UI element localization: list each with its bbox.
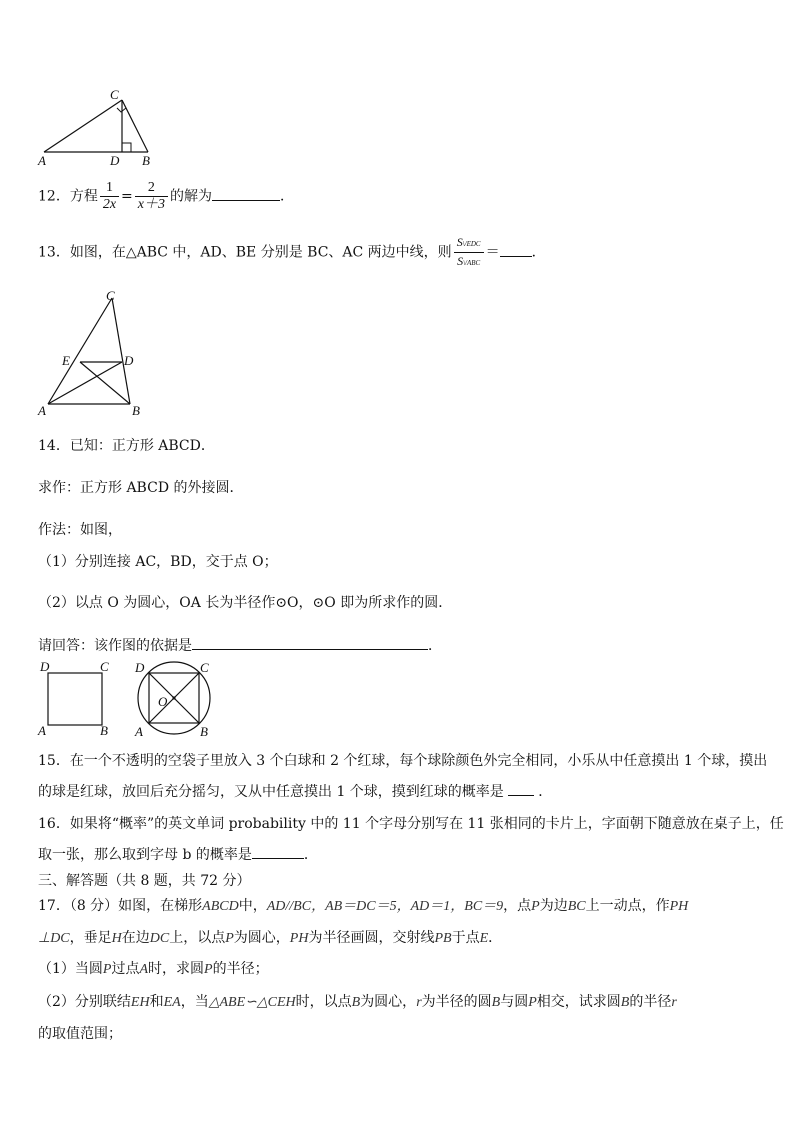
question-13: 13．如图，在△ABC 中，AD、BE 分别是 BC、AC 两边中线，则 $\frac{\text{S\textbackslash{}/EDC}}{\text{S\textbackslash{}/ABC}}$ ＝ ．	[38, 234, 546, 271]
q12-eq: =	[121, 188, 133, 205]
label-o: O	[158, 694, 168, 709]
q13-num: S\/EDC	[454, 234, 484, 253]
label-b: B	[142, 153, 150, 168]
question-12: 12．方程 $\frac{1}{2x}$ = $\frac{2}{x+3}$ 的解为 ．	[38, 180, 294, 212]
q17-line2: ⊥DC，垂足H在边DC上，以点P为圆心，PH为半径画圆，交射线PB于点E．	[38, 930, 503, 946]
q14-line6: 请回答：该作图的依据是 ．	[38, 638, 442, 654]
label-a: A	[38, 153, 46, 168]
q13-answer-blank[interactable]	[500, 244, 532, 257]
q12-lhs-den: 2x	[102, 197, 117, 212]
q13-eq: ＝	[485, 244, 500, 261]
q15-line1: 15．在一个不透明的空袋子里放入 3 个白球和 2 个红球，每个球除颜色外完全相同，小乐从中任意摸出 1 个球，摸出	[38, 753, 768, 769]
q15-line2: 的球是红球，放回后充分摇匀，又从中任意摸出 1 个球，摸到红球的概率是 ．	[38, 784, 553, 800]
q17-part2-cont: 的取值范围；	[38, 1026, 122, 1042]
q14-line5: （2）以点 O 为圆心，OA 长为半径作⊙O，⊙O 即为所求作的圆．	[38, 595, 453, 611]
q14-line3: 作法：如图，	[38, 522, 122, 538]
label-b: B	[132, 403, 140, 418]
q12-rhs-den: x＋3	[137, 197, 165, 212]
label-a: A	[38, 723, 46, 738]
q14-answer-blank[interactable]	[192, 637, 428, 650]
label-a: A	[135, 724, 143, 739]
q13-fraction	[454, 234, 484, 271]
q12-rhs-fraction	[135, 180, 168, 213]
q13-text: 13．如图，在△ABC 中，AD、BE 分别是 BC、AC 两边中线，则	[38, 244, 452, 261]
label-c: C	[200, 660, 209, 675]
q14-line4: （1）分别连接 AC，BD，交于点 O；	[38, 554, 278, 570]
q12-rhs-num: 2	[135, 180, 168, 197]
label-a: A	[38, 403, 46, 418]
q12-lhs-fraction	[100, 180, 119, 213]
q12-suffix: 的解为	[170, 188, 212, 205]
label-d: D	[40, 659, 50, 674]
q16-answer-blank[interactable]	[252, 846, 304, 859]
label-d: D	[135, 660, 145, 675]
q16-line1: 16．如果将“概率”的英文单词 probability 中的 11 个字母分别写在 11 张相同的卡片上，字面朝下随意放在桌子上，任	[38, 816, 784, 832]
label-b: B	[200, 724, 208, 739]
q12-prefix: 12．方程	[38, 188, 98, 205]
label-d: D	[124, 353, 134, 368]
q13-den: S\/ABC	[457, 254, 481, 268]
section-3-heading: 三、解答题（共 8 题，共 72 分）	[38, 873, 251, 889]
q17-part1: （1）当圆P过点A时，求圆P的半径；	[38, 961, 269, 977]
label-b: B	[100, 723, 108, 738]
label-c: C	[110, 87, 119, 102]
label-c: C	[106, 288, 115, 303]
label-e: E	[62, 353, 70, 368]
label-c: C	[100, 659, 109, 674]
figure-triangle-medians	[36, 288, 148, 418]
q16-line2: 取一张，那么取到字母 b 的概率是 ．	[38, 847, 318, 863]
q15-answer-blank[interactable]	[508, 783, 534, 796]
q14-line1: 14．已知：正方形 ABCD．	[38, 438, 215, 454]
figure-triangle-altitude	[36, 86, 166, 168]
figure-square-circumcircle	[132, 656, 218, 740]
q14-line2: 求作：正方形 ABCD 的外接圆．	[38, 480, 244, 496]
q17-part2: （2）分别联结EH和EA，当△ABE∽△CEH时，以点B为圆心，r为半径的圆B与圆P相交，试求圆B的半径r	[38, 994, 677, 1010]
q12-answer-blank[interactable]	[212, 188, 280, 201]
figure-square	[36, 658, 116, 738]
label-d: D	[110, 153, 120, 168]
q17-line1: 17．（8 分）如图，在梯形ABCD中，AD//BC，AB＝DC＝5，AD＝1，BC＝9，点P为边BC上一动点，作PH	[38, 898, 689, 914]
q12-lhs-num: 1	[100, 180, 119, 197]
